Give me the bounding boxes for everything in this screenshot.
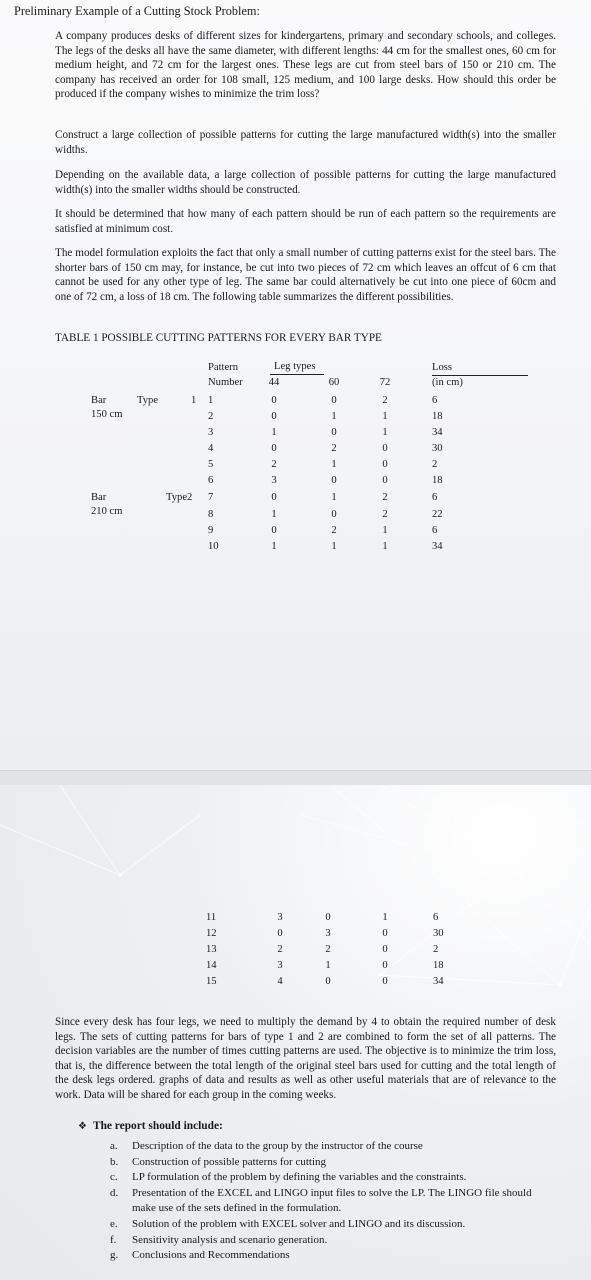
bar-length-group1: 150 cm bbox=[91, 409, 123, 420]
loss-value: 18 bbox=[432, 475, 443, 486]
bar-label-group2: Bar bbox=[91, 492, 107, 503]
loss-value: 18 bbox=[432, 411, 443, 422]
list-letter: f. bbox=[110, 1233, 117, 1246]
report-heading bbox=[78, 1120, 223, 1132]
pattern-number: 14 bbox=[206, 960, 217, 971]
pattern-number: 6 bbox=[208, 475, 214, 486]
count-72: 1 bbox=[382, 541, 388, 552]
length-44-header: 44 bbox=[268, 377, 280, 388]
list-item bbox=[110, 1170, 550, 1186]
loss-value: 34 bbox=[432, 541, 443, 552]
list-text: LP formulation of the problem by defining the variables and the constraints. bbox=[132, 1171, 467, 1184]
pattern-number: 8 bbox=[208, 509, 214, 520]
number-header: Number bbox=[208, 377, 243, 388]
diamond-bullet-icon: ❖ bbox=[78, 1121, 87, 1132]
count-44: 0 bbox=[271, 443, 277, 454]
list-item bbox=[110, 1155, 550, 1171]
count-44: 1 bbox=[271, 509, 277, 520]
loss-value: 6 bbox=[432, 525, 438, 536]
count-44: 4 bbox=[277, 976, 283, 987]
collection-paragraph: Depending on the available data, a large collection of possible patterns for cutting the large manufactured width(s) into the smaller widths should be constructed. bbox=[55, 169, 556, 196]
type-number-group1: 1 bbox=[191, 395, 197, 406]
length-72-header: 72 bbox=[379, 377, 391, 388]
type-label-group2: Type2 bbox=[166, 492, 193, 503]
count-60: 0 bbox=[325, 912, 331, 923]
table-caption: TABLE 1 POSSIBLE CUTTING PATTERNS FOR EVERY BAR TYPE bbox=[55, 332, 382, 344]
list-text: Solution of the problem with EXCEL solver and LINGO and its discussion. bbox=[132, 1217, 466, 1230]
requirements-paragraph: It should be determined that how many of each pattern should be run of each pattern so the requirements are satisfied at minimum cost. bbox=[55, 208, 556, 235]
model-formulation-paragraph: The model formulation exploits the fact that only a small number of cutting patterns exist for the steel bars. The shorter bars of 150 cm may, for instance, be cut into two pieces of 72 cm which leaves an offcut of 6 cm that cannot be used for any other type of leg. The same bar could alternatively be cut into one piece of 60cm and one of 72 cm, a loss of 18 cm. The following table summarizes the different possibilities. bbox=[55, 247, 556, 303]
list-letter: g. bbox=[110, 1249, 119, 1262]
length-60-header: 60 bbox=[328, 377, 340, 388]
bar-length-group2: 210 cm bbox=[91, 506, 123, 517]
pattern-header: Pattern bbox=[208, 362, 239, 373]
loss-value: 6 bbox=[433, 912, 439, 923]
patterns-paragraph: Construct a large collection of possible patterns for cutting the large manufactured width(s) into the smaller widths. bbox=[55, 129, 556, 156]
count-44: 0 bbox=[271, 411, 277, 422]
list-letter: b. bbox=[110, 1155, 119, 1168]
pattern-number: 12 bbox=[206, 928, 217, 939]
loss-unit-header: (in cm) bbox=[432, 377, 463, 388]
count-44: 0 bbox=[277, 928, 283, 939]
document-heading: Preliminary Example of a Cutting Stock Problem: bbox=[14, 4, 260, 18]
loss-value: 30 bbox=[432, 443, 443, 454]
count-44: 2 bbox=[271, 459, 277, 470]
pattern-number: 3 bbox=[208, 427, 214, 438]
count-60: 1 bbox=[331, 459, 337, 470]
list-letter: c. bbox=[110, 1171, 118, 1184]
list-text: Description of the data to the group by the instructor of the course bbox=[132, 1140, 423, 1152]
list-text: Sensitivity analysis and scenario generation. bbox=[132, 1233, 328, 1246]
pattern-number: 5 bbox=[208, 459, 214, 470]
count-72: 1 bbox=[382, 411, 388, 422]
leg-types-header: Leg types bbox=[274, 361, 316, 372]
loss-value: 34 bbox=[432, 427, 443, 438]
leg-types-underline bbox=[270, 374, 324, 375]
count-44: 1 bbox=[271, 541, 277, 552]
loss-value: 6 bbox=[432, 395, 438, 406]
count-72: 0 bbox=[382, 459, 388, 470]
count-44: 3 bbox=[271, 475, 277, 486]
page-separator bbox=[0, 770, 591, 786]
pattern-number: 7 bbox=[208, 492, 214, 503]
count-60: 2 bbox=[325, 944, 331, 955]
list-letter: e. bbox=[110, 1217, 118, 1230]
count-44: 3 bbox=[277, 960, 283, 971]
list-item bbox=[110, 1139, 550, 1155]
count-44: 0 bbox=[271, 525, 277, 536]
list-letter: d. bbox=[110, 1186, 119, 1199]
loss-value: 2 bbox=[432, 459, 438, 470]
count-72: 2 bbox=[382, 509, 388, 520]
count-44: 3 bbox=[277, 912, 283, 923]
pattern-number: 10 bbox=[208, 541, 219, 552]
count-72: 0 bbox=[382, 443, 388, 454]
list-item bbox=[110, 1233, 550, 1249]
pattern-number: 2 bbox=[208, 411, 214, 422]
loss-header: Loss bbox=[432, 362, 453, 373]
count-60: 0 bbox=[331, 427, 337, 438]
count-60: 0 bbox=[325, 976, 331, 987]
list-text: Conclusions and Recommendations bbox=[132, 1249, 290, 1262]
count-60: 1 bbox=[325, 960, 331, 971]
count-72: 0 bbox=[382, 976, 388, 987]
loss-value: 30 bbox=[433, 928, 444, 939]
count-60: 1 bbox=[331, 411, 337, 422]
count-72: 0 bbox=[382, 475, 388, 486]
count-60: 0 bbox=[331, 475, 337, 486]
loss-underline bbox=[432, 375, 528, 376]
count-72: 1 bbox=[382, 427, 388, 438]
pattern-number: 15 bbox=[206, 976, 217, 987]
list-item bbox=[110, 1248, 550, 1264]
list-text: Presentation of the EXCEL and LINGO input files to solve the LP. The LINGO file should make use of the sets defined in the formulation. bbox=[132, 1186, 532, 1215]
count-44: 0 bbox=[271, 492, 277, 503]
pattern-number: 9 bbox=[208, 525, 214, 536]
count-60: 0 bbox=[331, 395, 337, 406]
report-heading-text: The report should include: bbox=[92, 1120, 223, 1132]
count-44: 2 bbox=[277, 944, 283, 955]
type-label-group1: Type bbox=[137, 395, 159, 406]
count-72: 0 bbox=[382, 960, 388, 971]
loss-value: 18 bbox=[433, 960, 444, 971]
demand-paragraph: Since every desk has four legs, we need to multiply the demand by 4 to obtain the required number of desk legs. The sets of cutting patterns for bars of type 1 and 2 are combined to form the set of all patterns. The decision variables are the number of times cutting patterns are used. The objective is to minimize the trim loss, that is, the difference between the total length of the original steel bars used for cutting and the total length of the desk legs ordered. graphs of data and results as well as other useful materials that are of relevance to the work. Data will be shared for each group in the coming weeks. bbox=[55, 1016, 556, 1101]
count-72: 0 bbox=[382, 928, 388, 939]
count-72: 0 bbox=[382, 944, 388, 955]
pattern-number: 11 bbox=[206, 912, 217, 923]
loss-value: 6 bbox=[432, 492, 438, 503]
count-60: 2 bbox=[331, 525, 337, 536]
pattern-number: 13 bbox=[206, 944, 217, 955]
list-item bbox=[110, 1217, 550, 1233]
count-72: 1 bbox=[382, 525, 388, 536]
bar-label-group1: Bar bbox=[91, 395, 107, 406]
count-72: 2 bbox=[382, 395, 388, 406]
loss-value: 34 bbox=[433, 976, 444, 987]
list-text: Construction of possible patterns for cutting bbox=[132, 1155, 326, 1168]
list-letter: a. bbox=[110, 1140, 118, 1152]
count-60: 0 bbox=[331, 509, 337, 520]
count-72: 1 bbox=[382, 912, 388, 923]
list-item bbox=[110, 1186, 550, 1217]
problem-description-paragraph: A company produces desks of different sizes for kindergartens, primary and secondary schools, and colleges. The legs of the desks all have the same diameter, with different lengths: 44 cm for the smallest ones, 60 cm for medium height, and 72 cm for the largest ones. These legs are cut from steel bars of 150 or 210 cm. The company has received an order for 108 small, 125 medium, and 100 large desks. How should this order be produced if the company wishes to minimize the trim loss? bbox=[55, 30, 556, 100]
pattern-number: 1 bbox=[208, 395, 214, 406]
count-60: 3 bbox=[325, 928, 331, 939]
count-44: 1 bbox=[271, 427, 277, 438]
loss-value: 2 bbox=[433, 944, 439, 955]
loss-value: 22 bbox=[432, 509, 443, 520]
report-list bbox=[110, 1139, 550, 1264]
count-44: 0 bbox=[271, 395, 277, 406]
count-60: 1 bbox=[331, 541, 337, 552]
count-72: 2 bbox=[382, 492, 388, 503]
count-60: 2 bbox=[331, 443, 337, 454]
pattern-number: 4 bbox=[208, 443, 214, 454]
count-60: 1 bbox=[331, 492, 337, 503]
